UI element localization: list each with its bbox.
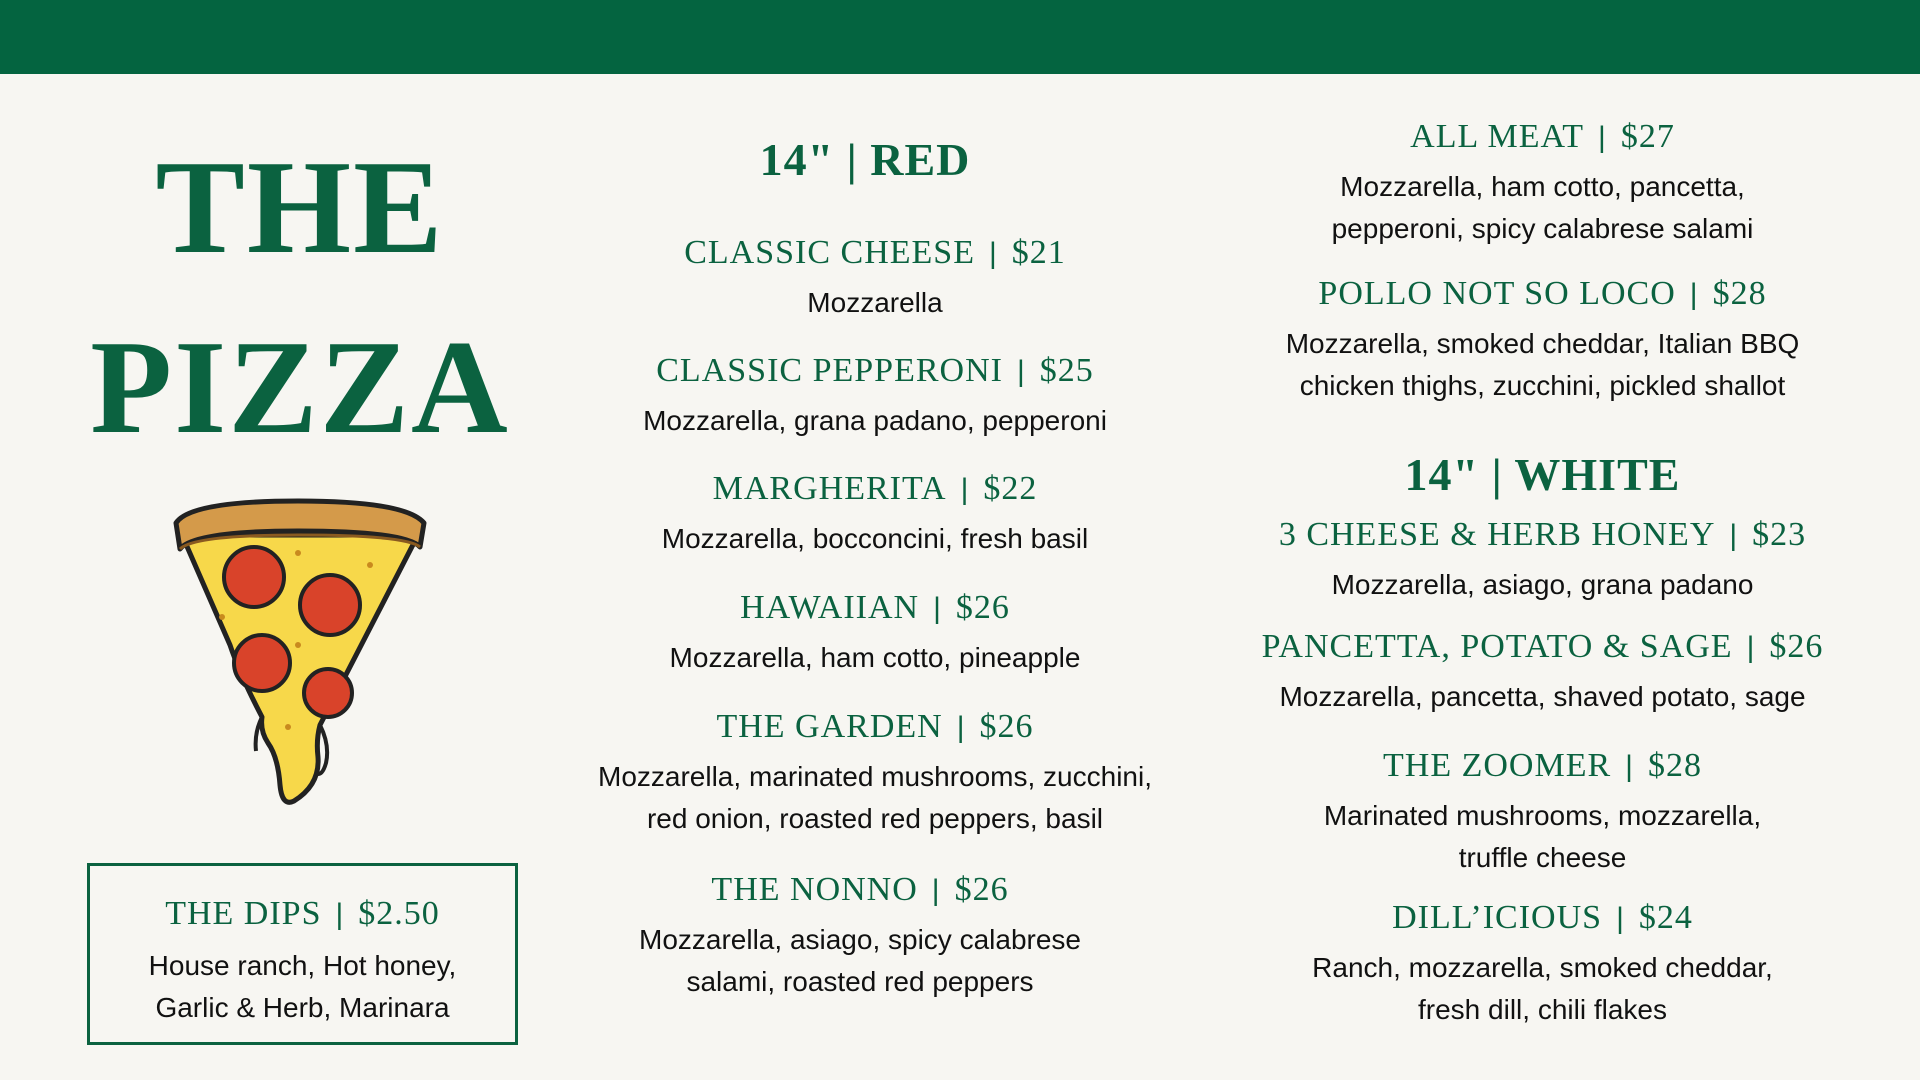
item-separator: |	[931, 874, 941, 907]
item-separator: |	[1616, 902, 1625, 935]
item-price: $26	[1769, 628, 1824, 665]
item-name: POLLO NOT SO LOCO	[1318, 275, 1676, 312]
item-separator: |	[1598, 121, 1607, 154]
item-separator: |	[960, 473, 970, 506]
item-desc-line2: pepperoni, spicy calabrese salami	[1331, 212, 1754, 244]
item-separator: |	[1689, 278, 1699, 311]
item-price: $22	[983, 470, 1038, 507]
item-price: $26	[955, 589, 1010, 626]
item-price: $25	[1039, 352, 1094, 389]
item-desc-line1: Mozzarella, grana padano, pepperoni	[643, 404, 1107, 436]
item-desc-line1: Mozzarella, ham cotto, pancetta,	[1340, 170, 1745, 202]
menu-item-3-cheese-herb-honey	[1220, 515, 1865, 606]
item-description	[1220, 166, 1865, 250]
item-desc-line1: Mozzarella, asiago, spicy calabrese	[639, 923, 1081, 955]
item-description	[1220, 564, 1865, 606]
section-title-red: 14" | RED	[759, 134, 971, 185]
item-name: PANCETTA, POTATO & SAGE	[1261, 628, 1733, 665]
item-separator: |	[933, 592, 942, 625]
item-name: CLASSIC CHEESE	[684, 234, 975, 271]
item-desc-line1: Marinated mushrooms, mozzarella,	[1323, 799, 1762, 831]
item-price: $24	[1638, 899, 1693, 936]
item-desc-line2: chicken thighs, zucchini, pickled shallot	[1299, 369, 1786, 401]
item-desc-line1: Mozzarella, marinated mushrooms, zucchini,	[598, 760, 1152, 792]
menu-item-classic-cheese	[560, 233, 1190, 324]
dips-name: THE DIPS	[165, 895, 322, 932]
menu-item-the-garden	[560, 707, 1190, 840]
dips-desc-line1: House ranch, Hot honey,	[148, 949, 457, 981]
dips-box	[87, 863, 518, 1045]
menu-item-the-zoomer	[1220, 746, 1865, 879]
item-description	[560, 637, 1190, 679]
item-desc-line2: fresh dill, chili flakes	[1418, 993, 1667, 1025]
page-title-line2: PIZZA	[90, 313, 510, 461]
menu-item-hawaiian	[560, 588, 1190, 679]
item-name: MARGHERITA	[712, 470, 947, 507]
item-desc-line1: Mozzarella, pancetta, shaved potato, sage	[1279, 680, 1806, 712]
menu-item-dillicious	[1220, 898, 1865, 1031]
page-title-line1: THE	[155, 133, 445, 281]
dips-title	[90, 894, 515, 935]
item-name: THE NONNO	[711, 871, 918, 908]
item-name: DILL’ICIOUS	[1392, 899, 1603, 936]
menu-item-the-nonno	[530, 870, 1190, 1003]
pizza-slice-icon	[170, 495, 430, 815]
menu-item-margherita	[560, 469, 1190, 560]
item-description	[1220, 676, 1865, 718]
item-desc-line2: truffle cheese	[1458, 841, 1627, 873]
menu-item-classic-pepperoni	[560, 351, 1190, 442]
item-desc-line1: Mozzarella, bocconcini, fresh basil	[661, 522, 1089, 554]
item-price: $27	[1620, 118, 1675, 155]
item-separator: |	[956, 711, 966, 744]
item-separator: |	[1746, 631, 1756, 664]
section-title-white: 14" | WHITE	[1404, 449, 1681, 500]
item-separator: |	[988, 237, 998, 270]
menu-item-all-meat	[1220, 117, 1865, 250]
item-desc-line1: Mozzarella, asiago, grana padano	[1331, 568, 1754, 600]
item-desc-line1: Mozzarella, smoked cheddar, Italian BBQ	[1285, 327, 1800, 359]
item-price: $28	[1647, 747, 1702, 784]
item-price: $26	[979, 708, 1034, 745]
item-description	[560, 756, 1190, 840]
item-description	[1220, 323, 1865, 407]
item-separator: |	[1625, 750, 1634, 783]
dips-description	[90, 945, 515, 1029]
item-separator: |	[1729, 519, 1739, 552]
item-name: CLASSIC PEPPERONI	[656, 352, 1003, 389]
dips-desc-line2: Garlic & Herb, Marinara	[155, 991, 450, 1023]
item-price: $23	[1752, 516, 1807, 553]
item-description	[560, 518, 1190, 560]
item-price: $28	[1712, 275, 1767, 312]
item-name: THE GARDEN	[716, 708, 943, 745]
item-price: $26	[954, 871, 1009, 908]
item-separator: |	[1016, 355, 1026, 388]
dips-separator: |	[335, 898, 345, 931]
item-name: HAWAIIAN	[740, 589, 920, 626]
item-price: $21	[1011, 234, 1066, 271]
item-desc-line2: red onion, roasted red peppers, basil	[646, 802, 1104, 834]
item-desc-line1: Mozzarella	[807, 286, 943, 318]
item-description	[1220, 795, 1865, 879]
item-description	[1220, 947, 1865, 1031]
item-name: ALL MEAT	[1410, 118, 1585, 155]
item-description	[560, 400, 1190, 442]
item-desc-line1: Ranch, mozzarella, smoked cheddar,	[1312, 951, 1773, 983]
item-description	[530, 919, 1190, 1003]
top-banner	[0, 0, 1920, 74]
menu-item-pancetta-potato-sage	[1220, 627, 1865, 718]
dips-price: $2.50	[358, 895, 440, 932]
item-desc-line2: salami, roasted red peppers	[686, 965, 1034, 997]
item-desc-line1: Mozzarella, ham cotto, pineapple	[669, 641, 1081, 673]
menu-item-pollo-not-so-loco	[1220, 274, 1865, 407]
item-name: THE ZOOMER	[1383, 747, 1612, 784]
item-name: 3 CHEESE & HERB HONEY	[1278, 516, 1716, 553]
item-description	[560, 282, 1190, 324]
